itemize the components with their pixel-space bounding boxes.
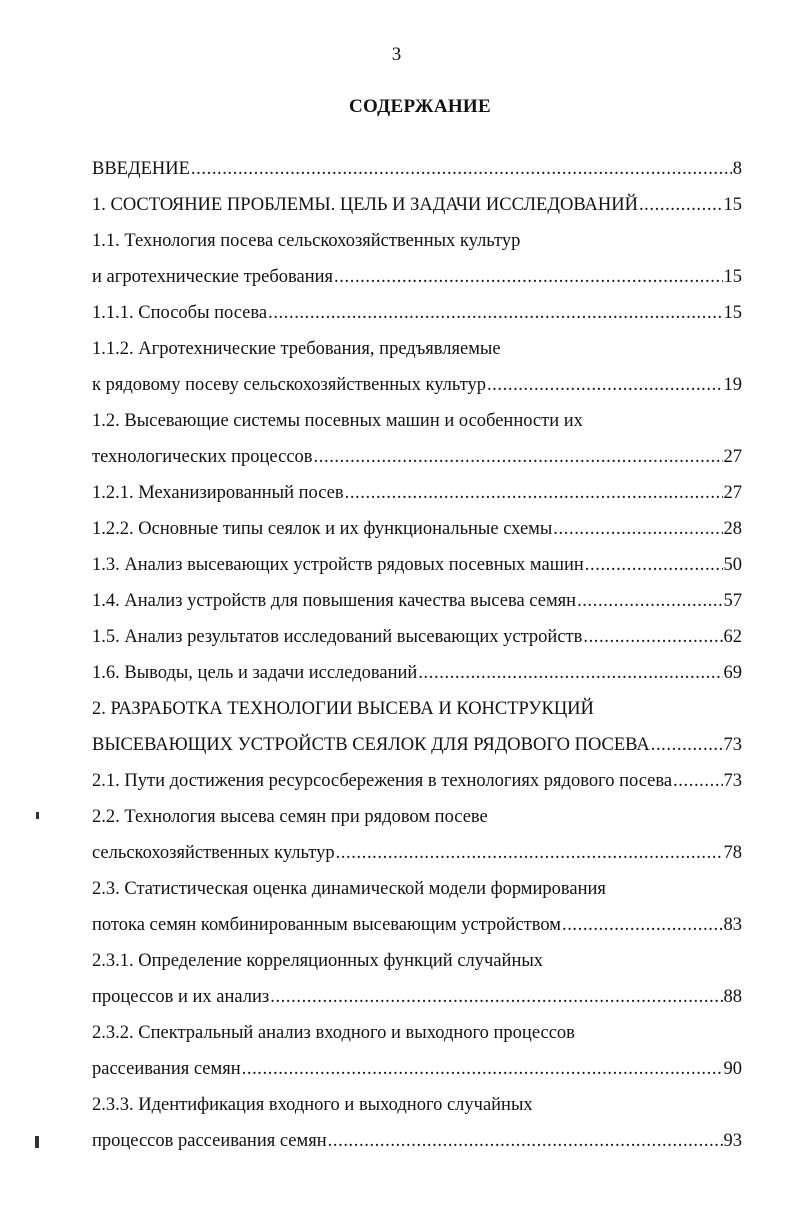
toc-line: [92, 1054, 742, 1084]
toc-entry-title: 2.3. Статистическая оценка динамической модели формирования: [92, 879, 606, 899]
toc-line: [92, 874, 742, 904]
toc-line: [92, 982, 742, 1012]
toc-line: [92, 370, 742, 400]
toc-page-number: 50: [723, 555, 742, 575]
toc-entry-title: к рядовому посеву сельскохозяйственных культур: [92, 375, 486, 395]
toc-leader-dots: [314, 442, 723, 472]
toc-entry-title: процессов рассеивания семян: [92, 1131, 327, 1151]
toc-line: [92, 334, 742, 364]
toc-entry-title: 1.1. Технология посева сельскохозяйственных культур: [92, 231, 521, 251]
toc-page-number: 62: [723, 627, 742, 647]
toc-line: [92, 1018, 742, 1048]
toc-entry-title: ВЫСЕВАЮЩИХ УСТРОЙСТВ СЕЯЛОК ДЛЯ РЯДОВОГО ПОСЕВА: [92, 735, 650, 755]
toc-line: [92, 946, 742, 976]
toc-leader-dots: [268, 298, 722, 328]
toc-line: [92, 802, 742, 832]
toc-line: [92, 1126, 742, 1156]
toc-leader-dots: [651, 730, 723, 760]
toc-entry-title: рассеивания семян: [92, 1059, 241, 1079]
toc-page-number: 15: [723, 303, 742, 323]
toc-page-number: 27: [723, 447, 742, 467]
toc-page-number: 15: [723, 195, 742, 215]
toc-line: [92, 514, 742, 544]
toc-line: [92, 406, 742, 436]
toc-page-number: 15: [723, 267, 742, 287]
toc-entry-title: 1.2.1. Механизированный посев: [92, 483, 344, 503]
toc-leader-dots: [336, 838, 723, 868]
toc-entry-title: 1.5. Анализ результатов исследований высевающих устройств: [92, 627, 583, 647]
toc-entry-title: 2.1. Пути достижения ресурсосбережения в технологиях рядового посева: [92, 771, 673, 791]
toc-line: [92, 622, 742, 652]
toc-leader-dots: [334, 262, 722, 292]
toc-entry-title: 1.2.2. Основные типы сеялок и их функциональные схемы: [92, 519, 553, 539]
toc-page-number: 88: [723, 987, 742, 1007]
toc-page-number: 8: [732, 159, 742, 179]
toc-page-number: 73: [723, 771, 742, 791]
toc-line: [92, 694, 742, 724]
page-title: СОДЕРЖАНИЕ: [349, 96, 491, 117]
toc-entry-title: 1.6. Выводы, цель и задачи исследований: [92, 663, 418, 683]
toc-entry-title: ВВЕДЕНИЕ: [92, 159, 190, 179]
toc-entry-title: 2.3.3. Идентификация входного и выходного случайных: [92, 1095, 533, 1115]
toc-line: [92, 154, 742, 184]
toc-entry-title: 1.4. Анализ устройств для повышения качества высева семян: [92, 591, 577, 611]
toc-entry-title: технологических процессов: [92, 447, 313, 467]
toc-line: [92, 478, 742, 508]
toc-entry-title: процессов и их анализ: [92, 987, 270, 1007]
toc-page-number: 28: [723, 519, 742, 539]
toc-entry-title: 1.3. Анализ высевающих устройств рядовых посевных машин: [92, 555, 584, 575]
toc-line: [92, 190, 742, 220]
toc-leader-dots: [328, 1126, 723, 1156]
toc-leader-dots: [577, 586, 722, 616]
toc-line: [92, 730, 742, 760]
toc-page-number: 78: [723, 843, 742, 863]
toc-entry-title: и агротехнические требования: [92, 267, 334, 287]
toc-leader-dots: [562, 910, 723, 940]
toc-line: [92, 1090, 742, 1120]
toc-line: [92, 550, 742, 580]
toc-entry-title: 2.3.1. Определение корреляционных функций случайных: [92, 951, 544, 971]
toc-leader-dots: [585, 550, 723, 580]
toc-line: [92, 262, 742, 292]
toc-leader-dots: [242, 1054, 723, 1084]
toc-leader-dots: [270, 982, 722, 1012]
page-number: 3: [391, 44, 402, 65]
toc-entry-title: 1. СОСТОЯНИЕ ПРОБЛЕМЫ. ЦЕЛЬ И ЗАДАЧИ ИССЛЕДОВАНИЙ: [92, 195, 638, 215]
toc-page-number: 69: [723, 663, 742, 683]
toc-entry-title: 2. РАЗРАБОТКА ТЕХНОЛОГИИ ВЫСЕВА И КОНСТРУКЦИЙ: [92, 699, 594, 719]
toc-line: [92, 766, 742, 796]
toc-leader-dots: [673, 766, 722, 796]
toc-page-number: 73: [723, 735, 742, 755]
toc-entry-title: сельскохозяйственных культур: [92, 843, 335, 863]
toc-entry-title: 1.2. Высевающие системы посевных машин и особенности их: [92, 411, 583, 431]
toc-entry-title: 1.1.2. Агротехнические требования, предъявляемые: [92, 339, 501, 359]
toc-leader-dots: [191, 154, 732, 184]
toc-line: [92, 910, 742, 940]
toc-entry-title: 2.3.2. Спектральный анализ входного и выходного процессов: [92, 1023, 575, 1043]
toc-entry-title: 2.2. Технология высева семян при рядовом посеве: [92, 807, 488, 827]
scan-speck: [36, 812, 39, 819]
toc-page-number: 93: [723, 1131, 742, 1151]
toc-line: [92, 838, 742, 868]
toc-page-number: 27: [723, 483, 742, 503]
toc-leader-dots: [583, 622, 722, 652]
toc-line: [92, 298, 742, 328]
toc-leader-dots: [553, 514, 722, 544]
toc-page-number: 90: [723, 1059, 742, 1079]
toc-page-number: 57: [723, 591, 742, 611]
toc-entry-title: 1.1.1. Способы посева: [92, 303, 268, 323]
toc-line: [92, 442, 742, 472]
toc-line: [92, 226, 742, 256]
toc-line: [92, 658, 742, 688]
toc-leader-dots: [639, 190, 723, 220]
toc-line: [92, 586, 742, 616]
toc-leader-dots: [418, 658, 722, 688]
toc-leader-dots: [345, 478, 723, 508]
toc-entry-title: потока семян комбинированным высевающим устройством: [92, 915, 561, 935]
toc-page-number: 83: [723, 915, 742, 935]
toc-page-number: 19: [723, 375, 742, 395]
toc-leader-dots: [487, 370, 723, 400]
scan-speck: [35, 1136, 39, 1148]
